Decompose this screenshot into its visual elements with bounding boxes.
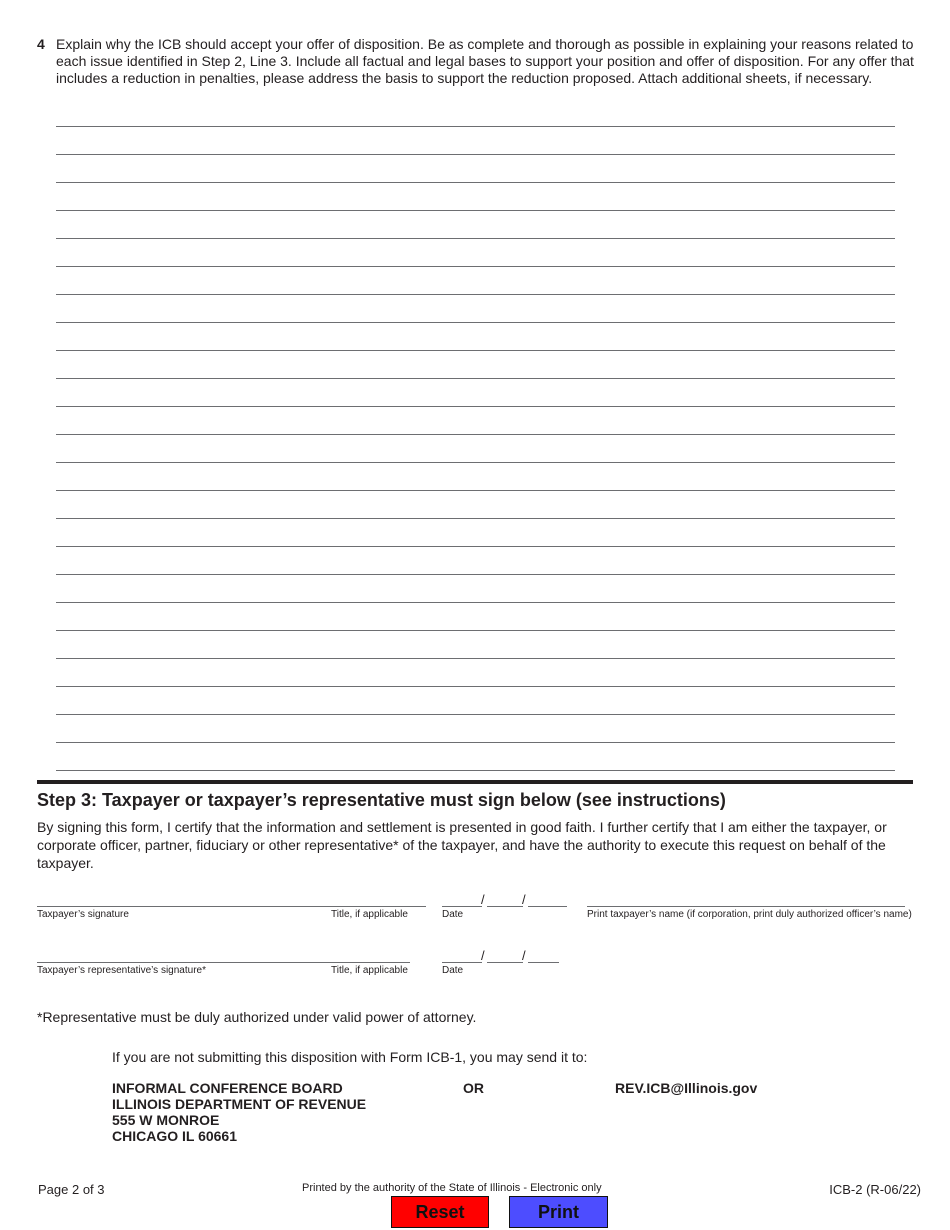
date-label-2: Date xyxy=(442,965,464,976)
taxpayer-signature-line[interactable] xyxy=(37,906,426,907)
address-line: CHICAGO IL 60661 xyxy=(112,1128,238,1144)
date-month-line-1[interactable] xyxy=(442,906,482,907)
answer-line[interactable] xyxy=(56,182,895,183)
answer-line[interactable] xyxy=(56,546,895,547)
print-button[interactable]: Print xyxy=(509,1196,608,1228)
answer-line[interactable] xyxy=(56,574,895,575)
date-year-line-2[interactable] xyxy=(528,962,559,963)
date-separator: / xyxy=(481,892,485,907)
print-name-line[interactable] xyxy=(587,906,905,907)
date-separator: / xyxy=(481,948,485,963)
answer-line[interactable] xyxy=(56,518,895,519)
representative-signature-line[interactable] xyxy=(37,962,410,963)
answer-line[interactable] xyxy=(56,266,895,267)
send-instructions: If you are not submitting this disposition with Form ICB-1, you may send it to: xyxy=(112,1049,588,1065)
answer-line[interactable] xyxy=(56,378,895,379)
answer-line[interactable] xyxy=(56,686,895,687)
print-name-label: Print taxpayer’s name (if corporation, print duly authorized officer’s name) xyxy=(587,909,912,920)
authority-note: Printed by the authority of the State of Illinois - Electronic only xyxy=(302,1182,602,1194)
address-line: INFORMAL CONFERENCE BOARD xyxy=(112,1080,343,1096)
date-separator: / xyxy=(522,948,526,963)
date-year-line-1[interactable] xyxy=(528,906,567,907)
date-day-line-2[interactable] xyxy=(487,962,523,963)
date-label-1: Date xyxy=(442,909,464,920)
answer-line[interactable] xyxy=(56,490,895,491)
answer-line[interactable] xyxy=(56,462,895,463)
or-label: OR xyxy=(463,1080,484,1096)
answer-line[interactable] xyxy=(56,210,895,211)
date-day-line-1[interactable] xyxy=(487,906,523,907)
question-number: 4 xyxy=(37,36,45,52)
answer-line[interactable] xyxy=(56,126,895,127)
date-month-line-2[interactable] xyxy=(442,962,482,963)
form-id: ICB-2 (R-06/22) xyxy=(829,1182,921,1197)
representative-title-label: Title, if applicable xyxy=(331,965,408,976)
representative-signature-label: Taxpayer’s representative’s signature* xyxy=(37,965,206,976)
taxpayer-signature-label: Taxpayer’s signature xyxy=(37,909,129,920)
question-text: Explain why the ICB should accept your offer of disposition. Be as complete and thorough as possible in explaining your reasons related to each issue identified in Step 2, Line 3. Include all factual and legal bases to support your position and offer of disposition. For any offer that includes a reduction in penalties, please address the basis to support the reduction proposed. Attach additional sheets, if necessary. xyxy=(56,36,914,86)
page-number: Page 2 of 3 xyxy=(38,1182,105,1197)
email-address: REV.ICB@Illinois.gov xyxy=(615,1080,758,1096)
answer-line[interactable] xyxy=(56,322,895,323)
address-line: 555 W MONROE xyxy=(112,1112,220,1128)
step3-certification-text: By signing this form, I certify that the information and settlement is presented in good faith. I further certify that I am either the taxpayer, or corporate officer, partner, fiduciary or other representative* of the taxpayer, and have the authority to execute this request on behalf of the taxpayer. xyxy=(37,819,887,871)
answer-line[interactable] xyxy=(56,406,895,407)
representative-note: *Representative must be duly authorized under valid power of attorney. xyxy=(37,1009,477,1025)
address-line: ILLINOIS DEPARTMENT OF REVENUE xyxy=(112,1096,367,1112)
answer-line[interactable] xyxy=(56,630,895,631)
answer-line[interactable] xyxy=(56,714,895,715)
step3-title: Step 3: Taxpayer or taxpayer’s representative must sign below (see instructions) xyxy=(37,790,726,810)
date-separator: / xyxy=(522,892,526,907)
reset-button[interactable]: Reset xyxy=(391,1196,489,1228)
answer-line[interactable] xyxy=(56,350,895,351)
answer-line[interactable] xyxy=(56,238,895,239)
answer-line[interactable] xyxy=(56,658,895,659)
answer-line[interactable] xyxy=(56,770,895,771)
answer-line[interactable] xyxy=(56,742,895,743)
answer-line[interactable] xyxy=(56,602,895,603)
answer-line[interactable] xyxy=(56,294,895,295)
answer-line[interactable] xyxy=(56,434,895,435)
mailing-address xyxy=(112,1080,366,1144)
section-divider xyxy=(37,780,913,784)
taxpayer-title-label: Title, if applicable xyxy=(331,909,408,920)
answer-line[interactable] xyxy=(56,154,895,155)
